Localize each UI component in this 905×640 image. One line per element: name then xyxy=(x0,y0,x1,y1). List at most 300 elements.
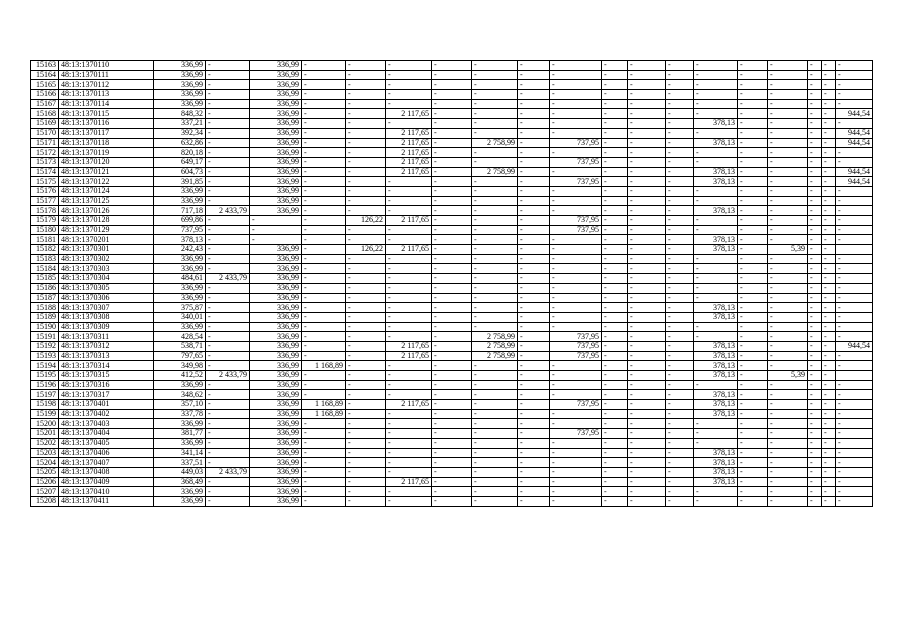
value-cell: - xyxy=(346,80,386,90)
value-cell: - xyxy=(628,99,666,109)
value-cell: 2 117,65 xyxy=(386,157,432,167)
value-cell: - xyxy=(206,429,250,439)
cadastral-number-cell: 48:13:1370314 xyxy=(59,361,154,371)
value-cell: - xyxy=(822,322,836,332)
cadastral-number-cell: 48:13:1370407 xyxy=(59,458,154,468)
value-cell: - xyxy=(628,216,666,226)
value-cell: - xyxy=(666,448,694,458)
value-cell: - xyxy=(768,80,808,90)
value-cell: - xyxy=(206,254,250,264)
value-cell: - xyxy=(738,186,768,196)
value-cell: 349,98 xyxy=(154,361,206,371)
value-cell: - xyxy=(472,303,518,313)
value-cell: - xyxy=(822,245,836,255)
row-number-cell: 15193 xyxy=(31,351,59,361)
value-cell: - xyxy=(768,487,808,497)
value-cell: - xyxy=(206,361,250,371)
value-cell: - xyxy=(666,380,694,390)
value-cell: - xyxy=(602,400,628,410)
cadastral-number-cell: 48:13:1370304 xyxy=(59,274,154,284)
value-cell: - xyxy=(836,487,873,497)
value-cell: - xyxy=(768,341,808,351)
value-cell: - xyxy=(550,167,602,177)
value-cell: - xyxy=(768,458,808,468)
value-cell: - xyxy=(808,254,822,264)
value-cell: - xyxy=(602,254,628,264)
value-cell: - xyxy=(432,61,472,71)
value-cell: - xyxy=(768,70,808,80)
table-row xyxy=(31,148,873,158)
value-cell: - xyxy=(302,254,346,264)
value-cell: 336,99 xyxy=(250,448,302,458)
table-row xyxy=(31,264,873,274)
value-cell: - xyxy=(768,390,808,400)
value-cell: - xyxy=(386,254,432,264)
value-cell: - xyxy=(836,303,873,313)
value-cell: - xyxy=(808,429,822,439)
value-cell: - xyxy=(302,148,346,158)
value-cell: - xyxy=(822,254,836,264)
value-cell: - xyxy=(808,380,822,390)
value-cell: 336,99 xyxy=(250,380,302,390)
value-cell: - xyxy=(206,225,250,235)
value-cell: - xyxy=(628,496,666,506)
value-cell: 368,49 xyxy=(154,477,206,487)
value-cell: - xyxy=(432,245,472,255)
value-cell: - xyxy=(808,487,822,497)
value-cell: - xyxy=(628,235,666,245)
table-row xyxy=(31,109,873,119)
value-cell: - xyxy=(472,109,518,119)
value-cell: - xyxy=(386,225,432,235)
value-cell: - xyxy=(472,216,518,226)
value-cell: 336,99 xyxy=(154,283,206,293)
value-cell: - xyxy=(628,90,666,100)
value-cell: - xyxy=(808,128,822,138)
value-cell: - xyxy=(550,293,602,303)
value-cell: - xyxy=(206,235,250,245)
value-cell: - xyxy=(666,99,694,109)
value-cell: 391,85 xyxy=(154,177,206,187)
value-cell: - xyxy=(694,148,738,158)
value-cell: - xyxy=(346,61,386,71)
value-cell: - xyxy=(808,109,822,119)
value-cell: - xyxy=(666,235,694,245)
value-cell: - xyxy=(472,322,518,332)
value-cell: 2 117,65 xyxy=(386,167,432,177)
value-cell: - xyxy=(822,380,836,390)
value-cell: - xyxy=(602,99,628,109)
value-cell: - xyxy=(666,371,694,381)
cadastral-number-cell: 48:13:1370406 xyxy=(59,448,154,458)
value-cell: 2 117,65 xyxy=(386,148,432,158)
cadastral-number-cell: 48:13:1370302 xyxy=(59,254,154,264)
value-cell: - xyxy=(518,235,550,245)
value-cell: 336,99 xyxy=(250,458,302,468)
value-cell: - xyxy=(550,448,602,458)
value-cell: - xyxy=(472,477,518,487)
value-cell: - xyxy=(694,61,738,71)
value-cell: 336,99 xyxy=(250,157,302,167)
value-cell: 737,95 xyxy=(550,216,602,226)
value-cell: 336,99 xyxy=(154,254,206,264)
table-row xyxy=(31,429,873,439)
value-cell: - xyxy=(666,361,694,371)
value-cell: - xyxy=(602,293,628,303)
value-cell: - xyxy=(694,496,738,506)
value-cell: 336,99 xyxy=(250,496,302,506)
value-cell: - xyxy=(432,390,472,400)
value-cell: - xyxy=(808,390,822,400)
value-cell: - xyxy=(432,119,472,129)
value-cell: - xyxy=(836,438,873,448)
value-cell: - xyxy=(472,487,518,497)
value-cell: - xyxy=(432,332,472,342)
value-cell: 336,99 xyxy=(250,264,302,274)
value-cell: - xyxy=(518,109,550,119)
value-cell: - xyxy=(808,90,822,100)
value-cell: - xyxy=(836,332,873,342)
value-cell: 632,86 xyxy=(154,138,206,148)
value-cell: - xyxy=(518,148,550,158)
value-cell: 336,99 xyxy=(250,177,302,187)
value-cell: - xyxy=(518,293,550,303)
value-cell: - xyxy=(518,341,550,351)
value-cell: 378,13 xyxy=(694,119,738,129)
cadastral-number-cell: 48:13:1370307 xyxy=(59,303,154,313)
value-cell: 336,99 xyxy=(250,419,302,429)
value-cell: 1 168,89 xyxy=(302,361,346,371)
value-cell: - xyxy=(346,361,386,371)
value-cell: - xyxy=(602,496,628,506)
value-cell: 336,99 xyxy=(250,477,302,487)
value-cell: - xyxy=(386,177,432,187)
value-cell: - xyxy=(694,109,738,119)
value-cell: - xyxy=(346,448,386,458)
value-cell: 336,99 xyxy=(250,283,302,293)
value-cell: - xyxy=(738,216,768,226)
value-cell: - xyxy=(602,487,628,497)
cadastral-number-cell: 48:13:1370114 xyxy=(59,99,154,109)
value-cell: - xyxy=(768,177,808,187)
value-cell: - xyxy=(206,477,250,487)
cadastral-number-cell: 48:13:1370113 xyxy=(59,90,154,100)
value-cell: - xyxy=(628,186,666,196)
value-cell: - xyxy=(602,245,628,255)
value-cell: 378,13 xyxy=(694,177,738,187)
value-cell: - xyxy=(808,467,822,477)
value-cell: - xyxy=(518,496,550,506)
value-cell: - xyxy=(694,99,738,109)
row-number-cell: 15191 xyxy=(31,332,59,342)
cadastral-number-cell: 48:13:1370315 xyxy=(59,371,154,381)
value-cell: - xyxy=(472,128,518,138)
value-cell: - xyxy=(694,225,738,235)
value-cell: - xyxy=(768,119,808,129)
value-cell: 449,03 xyxy=(154,467,206,477)
row-number-cell: 15178 xyxy=(31,206,59,216)
table-row xyxy=(31,351,873,361)
value-cell: - xyxy=(206,496,250,506)
value-cell: - xyxy=(346,157,386,167)
table-row xyxy=(31,371,873,381)
cadastral-number-cell: 48:13:1370309 xyxy=(59,322,154,332)
value-cell: - xyxy=(346,467,386,477)
value-cell: - xyxy=(550,274,602,284)
value-cell: 378,13 xyxy=(694,312,738,322)
value-cell: - xyxy=(250,235,302,245)
value-cell: - xyxy=(808,196,822,206)
table-row xyxy=(31,293,873,303)
value-cell: - xyxy=(836,99,873,109)
value-cell: - xyxy=(628,400,666,410)
value-cell: - xyxy=(386,206,432,216)
value-cell: - xyxy=(550,487,602,497)
value-cell: - xyxy=(550,303,602,313)
cadastral-number-cell: 48:13:1370410 xyxy=(59,487,154,497)
value-cell: 336,99 xyxy=(154,487,206,497)
table-row xyxy=(31,274,873,284)
cadastral-number-cell: 48:13:1370317 xyxy=(59,390,154,400)
value-cell: - xyxy=(738,400,768,410)
value-cell: - xyxy=(808,225,822,235)
value-cell: - xyxy=(768,293,808,303)
value-cell: - xyxy=(808,99,822,109)
row-number-cell: 15186 xyxy=(31,283,59,293)
value-cell: - xyxy=(206,245,250,255)
value-cell: - xyxy=(808,283,822,293)
value-cell: - xyxy=(432,477,472,487)
value-cell: - xyxy=(346,351,386,361)
value-cell: - xyxy=(628,225,666,235)
value-cell: - xyxy=(432,254,472,264)
value-cell: - xyxy=(768,283,808,293)
value-cell: - xyxy=(822,371,836,381)
value-cell: - xyxy=(602,70,628,80)
value-cell: - xyxy=(206,264,250,274)
value-cell: - xyxy=(432,429,472,439)
value-cell: - xyxy=(628,380,666,390)
value-cell: - xyxy=(836,419,873,429)
value-cell: - xyxy=(346,322,386,332)
value-cell: - xyxy=(432,351,472,361)
value-cell: - xyxy=(822,438,836,448)
value-cell: - xyxy=(628,167,666,177)
value-cell: 378,13 xyxy=(694,409,738,419)
value-cell: - xyxy=(808,351,822,361)
table-body xyxy=(31,61,873,507)
value-cell: - xyxy=(738,409,768,419)
value-cell: - xyxy=(550,235,602,245)
value-cell: - xyxy=(738,177,768,187)
value-cell: - xyxy=(666,119,694,129)
table-row xyxy=(31,80,873,90)
value-cell: - xyxy=(346,225,386,235)
value-cell: - xyxy=(472,99,518,109)
value-cell: - xyxy=(808,361,822,371)
value-cell: - xyxy=(768,264,808,274)
value-cell: - xyxy=(302,419,346,429)
value-cell: 336,99 xyxy=(250,245,302,255)
value-cell: - xyxy=(602,448,628,458)
value-cell: 336,99 xyxy=(250,196,302,206)
cadastral-number-cell: 48:13:1370124 xyxy=(59,186,154,196)
value-cell: 737,95 xyxy=(154,225,206,235)
value-cell: - xyxy=(550,128,602,138)
row-number-cell: 15167 xyxy=(31,99,59,109)
value-cell: - xyxy=(628,438,666,448)
value-cell: - xyxy=(808,148,822,158)
value-cell: - xyxy=(346,409,386,419)
cadastral-number-cell: 48:13:1370115 xyxy=(59,109,154,119)
value-cell: - xyxy=(602,148,628,158)
value-cell: 341,14 xyxy=(154,448,206,458)
value-cell: - xyxy=(836,274,873,284)
value-cell: - xyxy=(808,496,822,506)
value-cell: 2 758,99 xyxy=(472,332,518,342)
value-cell: 336,99 xyxy=(154,264,206,274)
value-cell: - xyxy=(206,90,250,100)
row-number-cell: 15207 xyxy=(31,487,59,497)
value-cell: 336,99 xyxy=(250,119,302,129)
value-cell: 336,99 xyxy=(250,400,302,410)
value-cell: - xyxy=(206,438,250,448)
value-cell: - xyxy=(386,438,432,448)
value-cell: - xyxy=(602,206,628,216)
value-cell: 2 117,65 xyxy=(386,216,432,226)
value-cell: 126,22 xyxy=(346,216,386,226)
value-cell: - xyxy=(768,167,808,177)
value-cell: - xyxy=(808,293,822,303)
value-cell: - xyxy=(836,467,873,477)
value-cell: - xyxy=(472,283,518,293)
value-cell: - xyxy=(628,448,666,458)
value-cell: - xyxy=(822,496,836,506)
value-cell: 2 758,99 xyxy=(472,138,518,148)
value-cell: - xyxy=(628,128,666,138)
value-cell: - xyxy=(550,80,602,90)
value-cell: - xyxy=(346,487,386,497)
value-cell: - xyxy=(386,293,432,303)
value-cell: - xyxy=(472,361,518,371)
value-cell: - xyxy=(518,371,550,381)
value-cell: - xyxy=(738,487,768,497)
table-row xyxy=(31,419,873,429)
value-cell: - xyxy=(550,99,602,109)
cadastral-number-cell: 48:13:1370305 xyxy=(59,283,154,293)
value-cell: - xyxy=(602,90,628,100)
value-cell: - xyxy=(432,216,472,226)
value-cell: - xyxy=(346,99,386,109)
value-cell: - xyxy=(602,409,628,419)
value-cell: - xyxy=(628,80,666,90)
value-cell: - xyxy=(628,351,666,361)
value-cell: - xyxy=(550,419,602,429)
value-cell: 336,99 xyxy=(250,167,302,177)
value-cell: - xyxy=(550,148,602,158)
value-cell: 378,13 xyxy=(694,206,738,216)
value-cell: - xyxy=(518,467,550,477)
value-cell: - xyxy=(302,390,346,400)
value-cell: 336,99 xyxy=(250,206,302,216)
value-cell: - xyxy=(822,225,836,235)
value-cell: - xyxy=(738,167,768,177)
value-cell: - xyxy=(472,245,518,255)
row-number-cell: 15166 xyxy=(31,90,59,100)
cadastral-number-cell: 48:13:1370112 xyxy=(59,80,154,90)
value-cell: - xyxy=(550,312,602,322)
value-cell: - xyxy=(432,109,472,119)
cadastral-number-cell: 48:13:1370117 xyxy=(59,128,154,138)
value-cell: 378,13 xyxy=(694,138,738,148)
value-cell: - xyxy=(836,61,873,71)
value-cell: - xyxy=(836,206,873,216)
value-cell: - xyxy=(822,274,836,284)
cadastral-number-cell: 48:13:1370411 xyxy=(59,496,154,506)
value-cell: - xyxy=(206,119,250,129)
value-cell: - xyxy=(666,487,694,497)
value-cell: - xyxy=(628,274,666,284)
cadastral-number-cell: 48:13:1370118 xyxy=(59,138,154,148)
value-cell: 944,54 xyxy=(836,128,873,138)
value-cell: - xyxy=(432,448,472,458)
value-cell: - xyxy=(694,186,738,196)
value-cell: - xyxy=(822,61,836,71)
cadastral-number-cell: 48:13:1370119 xyxy=(59,148,154,158)
table-row xyxy=(31,138,873,148)
value-cell: - xyxy=(628,312,666,322)
value-cell: - xyxy=(206,157,250,167)
row-number-cell: 15197 xyxy=(31,390,59,400)
value-cell: 378,13 xyxy=(154,235,206,245)
value-cell: - xyxy=(666,438,694,448)
value-cell: - xyxy=(602,303,628,313)
table-row xyxy=(31,322,873,332)
value-cell: - xyxy=(602,264,628,274)
value-cell: - xyxy=(694,254,738,264)
value-cell: - xyxy=(768,148,808,158)
value-cell: - xyxy=(518,245,550,255)
value-cell: - xyxy=(386,186,432,196)
value-cell: - xyxy=(302,438,346,448)
value-cell: 538,71 xyxy=(154,341,206,351)
value-cell: - xyxy=(386,235,432,245)
value-cell: - xyxy=(602,438,628,448)
value-cell: - xyxy=(602,167,628,177)
value-cell: 336,99 xyxy=(250,390,302,400)
value-cell: - xyxy=(302,496,346,506)
value-cell: - xyxy=(768,477,808,487)
value-cell: 2 758,99 xyxy=(472,167,518,177)
value-cell: - xyxy=(836,80,873,90)
value-cell: - xyxy=(518,167,550,177)
value-cell: - xyxy=(602,419,628,429)
value-cell: - xyxy=(602,216,628,226)
value-cell: - xyxy=(302,80,346,90)
value-cell: 378,13 xyxy=(694,303,738,313)
value-cell: - xyxy=(738,138,768,148)
value-cell: - xyxy=(666,225,694,235)
value-cell: - xyxy=(822,264,836,274)
value-cell: 337,51 xyxy=(154,458,206,468)
value-cell: - xyxy=(836,322,873,332)
value-cell: - xyxy=(386,80,432,90)
value-cell: - xyxy=(432,400,472,410)
cadastral-number-cell: 48:13:1370116 xyxy=(59,119,154,129)
value-cell: - xyxy=(738,371,768,381)
value-cell: - xyxy=(666,274,694,284)
value-cell: - xyxy=(768,400,808,410)
